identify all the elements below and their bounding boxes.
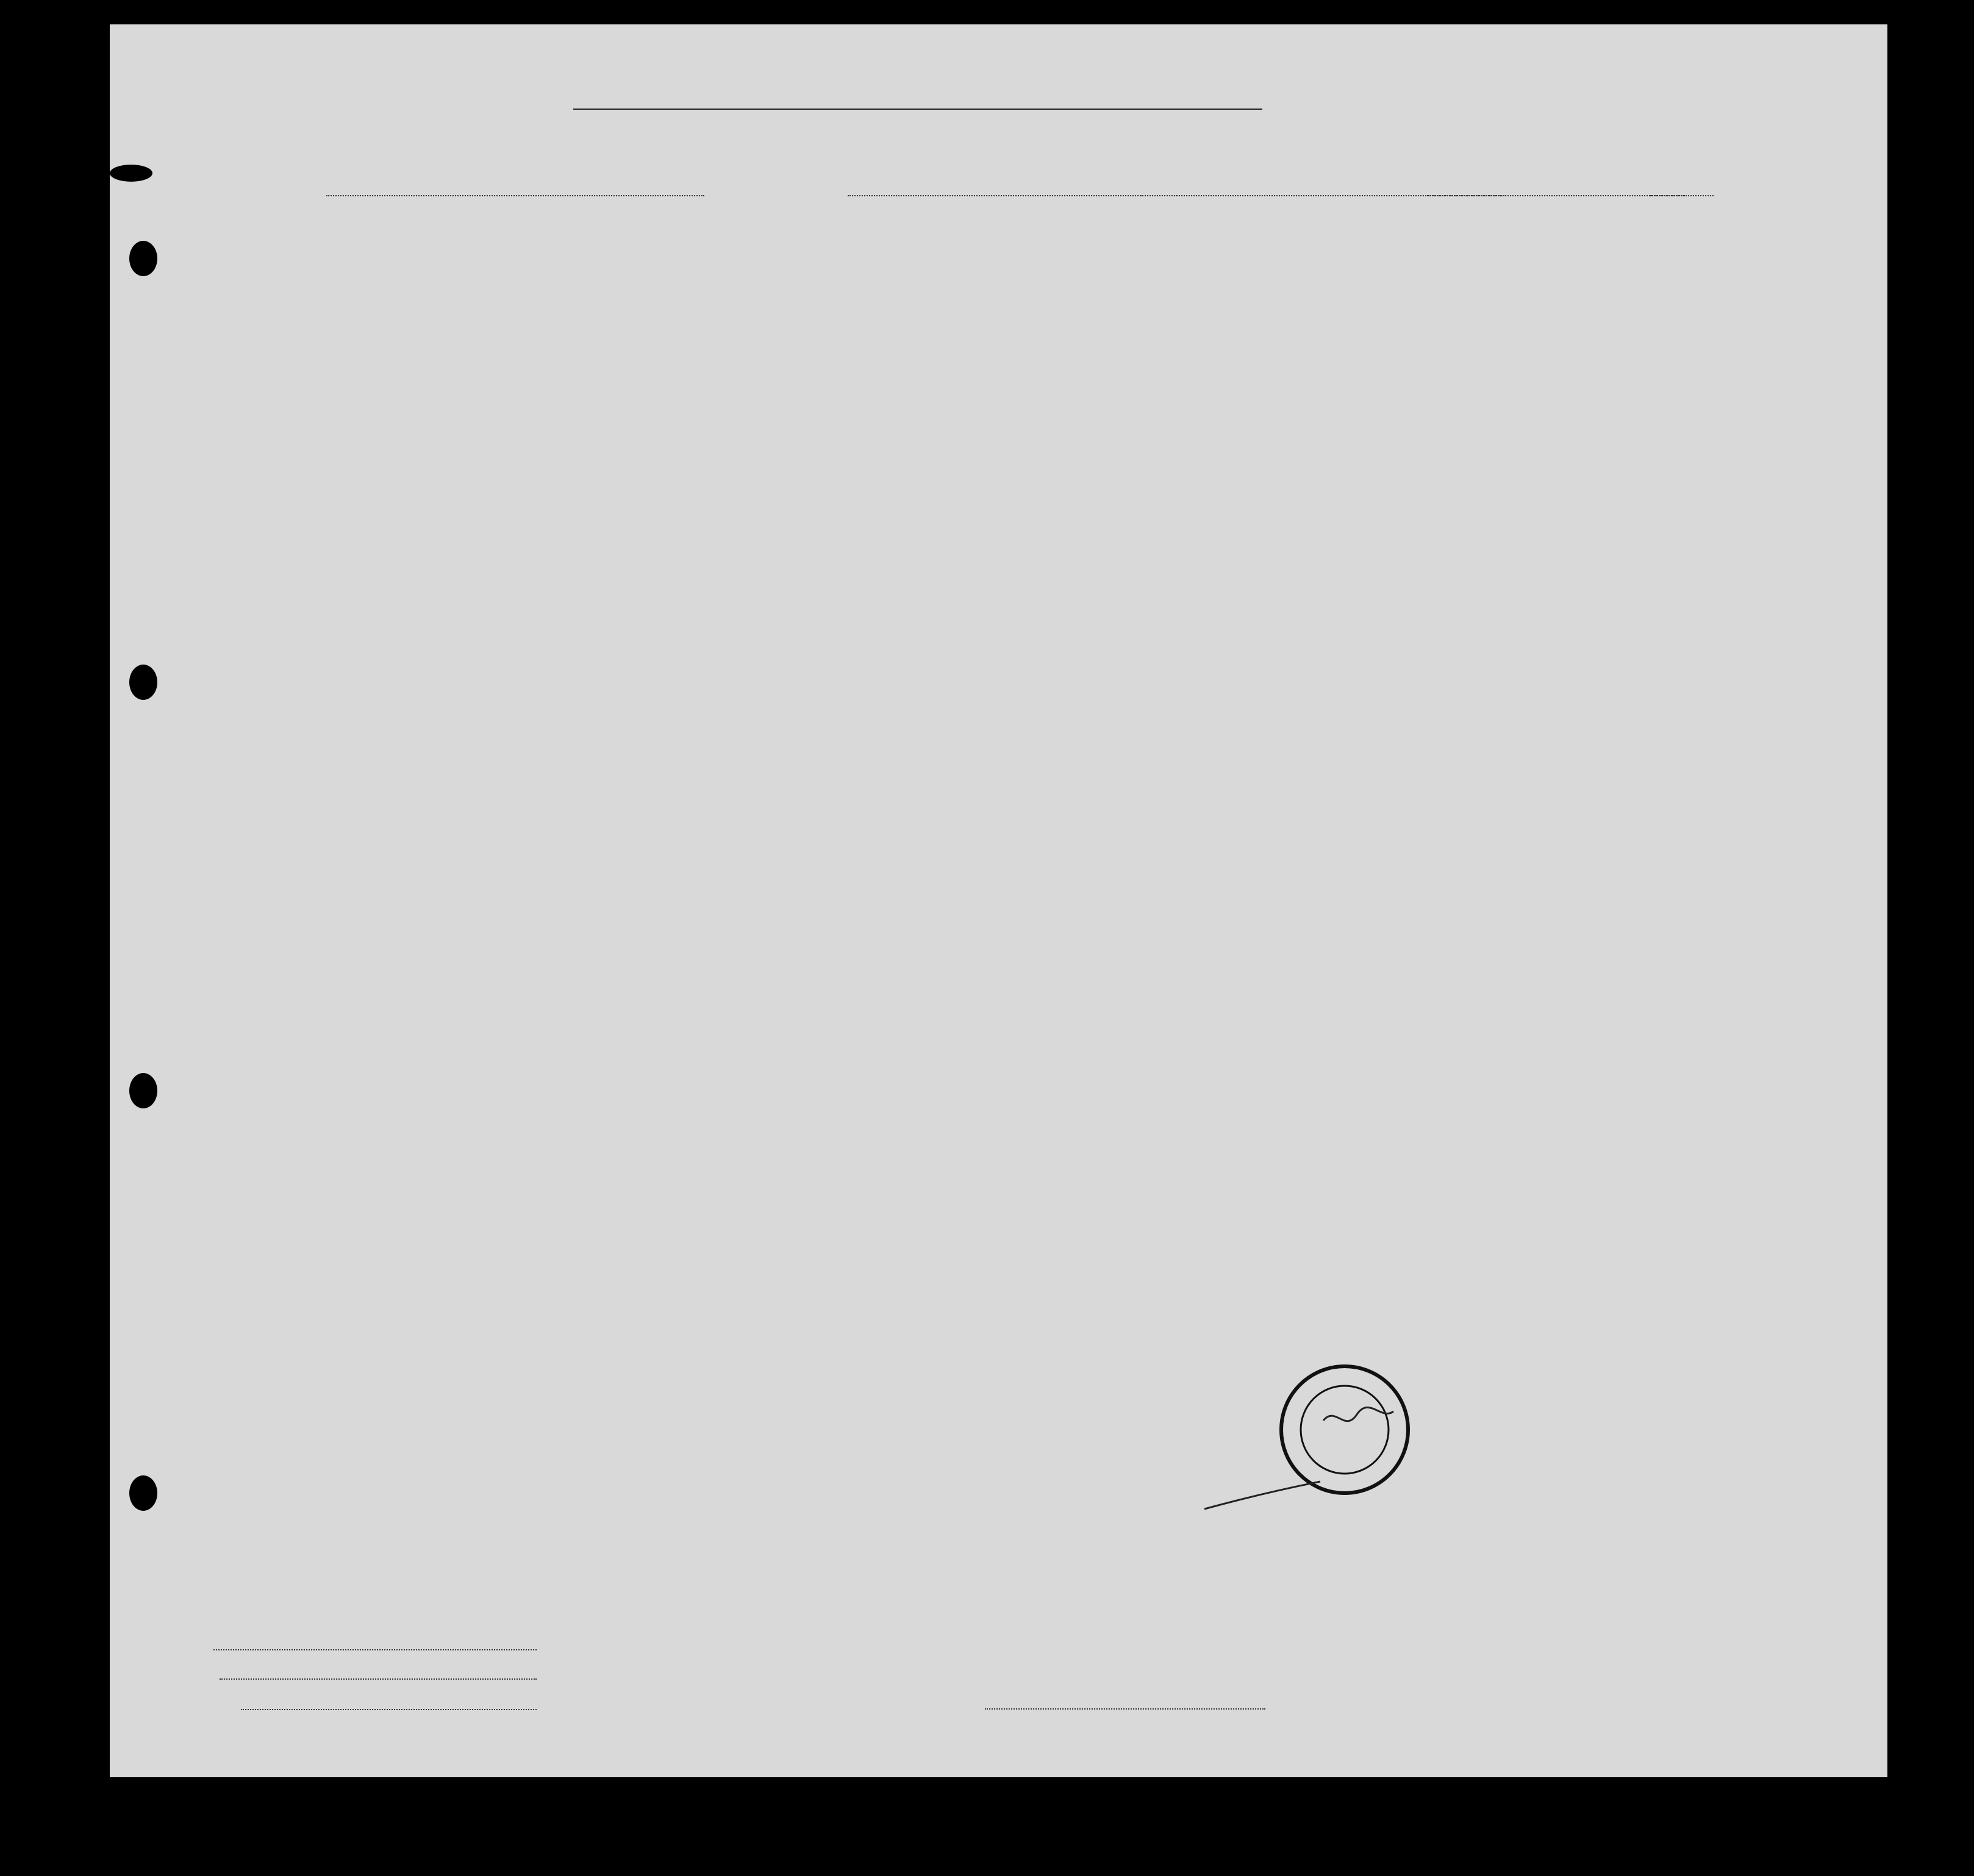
line-field [213, 1649, 537, 1650]
agent-field [241, 1709, 537, 1710]
punch-hole-1 [129, 241, 157, 276]
ink-blot [110, 165, 152, 182]
owners-field [220, 1678, 537, 1680]
signature-stroke [1201, 1457, 1323, 1512]
punch-hole-4 [129, 1475, 157, 1511]
inspector-field [985, 1708, 1265, 1710]
punch-hole-3 [129, 1073, 157, 1108]
table-grid [110, 24, 1887, 1777]
manifest-document [110, 24, 1887, 1777]
punch-hole-2 [129, 665, 157, 700]
